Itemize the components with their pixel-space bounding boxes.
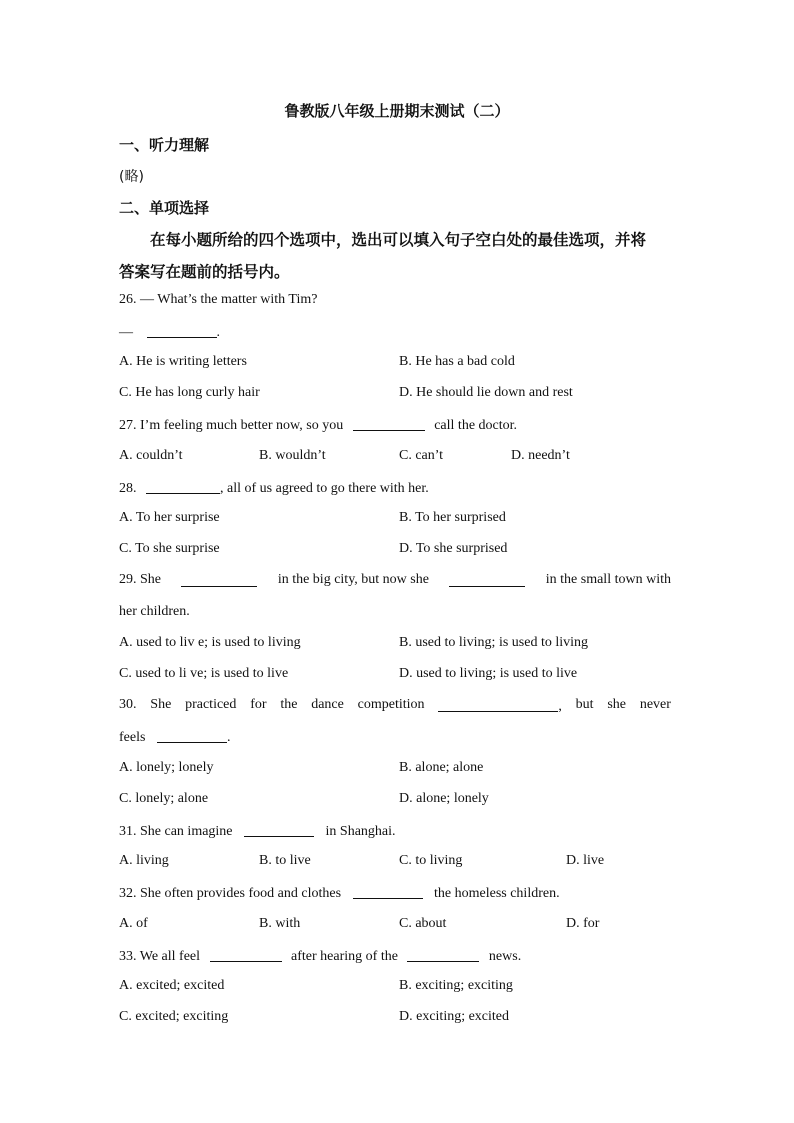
page-title: 鲁教版八年级上册期末测试（二） xyxy=(284,102,510,120)
q32-option-b: B. with xyxy=(259,916,301,931)
q30-option-b: B. alone; alone xyxy=(399,760,484,775)
question-text: 33. We all feel xyxy=(119,949,201,964)
question-26: 26. — What’s the matter with Tim? xyxy=(119,292,318,307)
answer-blank xyxy=(210,947,282,962)
question-text: in Shanghai. xyxy=(325,824,396,839)
question-text: 29. She xyxy=(119,572,161,587)
question-text: in the big city, but now she xyxy=(277,572,429,587)
q26-option-a: A. He is writing letters xyxy=(119,354,247,369)
answer-blank xyxy=(353,416,425,431)
question-30-line2 xyxy=(119,728,230,746)
question-30 xyxy=(119,697,671,715)
question-29-line2: her children. xyxy=(119,604,190,619)
q30-option-c: C. lonely; alone xyxy=(119,791,209,806)
answer-blank xyxy=(449,572,525,587)
q26-option-d: D. He should lie down and rest xyxy=(399,385,573,400)
q27-option-c: C. can’t xyxy=(399,448,444,463)
question-word: the xyxy=(280,697,298,712)
question-text: the homeless children. xyxy=(434,886,560,901)
q26-option-b: B. He has a bad cold xyxy=(399,354,515,369)
q32-option-c: C. about xyxy=(399,916,447,931)
question-26-answer-line xyxy=(119,323,220,341)
question-word: she xyxy=(607,697,627,712)
q27-option-b: B. wouldn’t xyxy=(259,448,326,463)
q32-option-d: D. for xyxy=(566,916,600,931)
q31-option-a: A. living xyxy=(119,853,169,868)
q28-option-d: D. To she surprised xyxy=(399,541,508,556)
q31-option-b: B. to live xyxy=(259,853,311,868)
q28-option-a: A. To her surprise xyxy=(119,510,220,525)
answer-blank xyxy=(147,323,217,338)
comma: , xyxy=(558,699,562,714)
answer-blank xyxy=(157,728,227,743)
instruction-line-1: 在每小题所给的四个选项中，选出可以填入句子空白处的最佳选项，并将 xyxy=(150,231,647,249)
q33-option-d: D. exciting; excited xyxy=(399,1009,510,1024)
question-word: never xyxy=(639,697,671,712)
question-word: but xyxy=(575,697,594,712)
q33-option-c: C. excited; exciting xyxy=(119,1009,229,1024)
q31-option-c: C. to living xyxy=(399,853,463,868)
answer-blank xyxy=(353,884,423,899)
answer-blank xyxy=(407,947,479,962)
period: . xyxy=(216,325,220,340)
question-word: competition xyxy=(357,697,425,712)
question-text: after hearing of the xyxy=(291,949,398,964)
question-word: feels xyxy=(119,730,146,745)
question-32 xyxy=(119,884,560,902)
q32-option-a: A. of xyxy=(119,916,148,931)
question-word: She xyxy=(150,697,172,712)
dash: — xyxy=(119,325,133,340)
question-29 xyxy=(119,572,671,588)
q33-option-b: B. exciting; exciting xyxy=(399,978,513,993)
question-text: in the small town with xyxy=(545,572,671,587)
question-number: 28. xyxy=(119,481,137,496)
section1-note: (略) xyxy=(119,169,144,185)
q29-option-a: A. used to liv e; is used to living xyxy=(119,635,301,650)
answer-blank xyxy=(181,572,257,587)
section1-heading: 一、听力理解 xyxy=(119,136,210,154)
answer-blank xyxy=(438,697,558,712)
section2-heading: 二、单项选择 xyxy=(119,199,210,217)
q30-option-d: D. alone; lonely xyxy=(399,791,489,806)
q31-option-d: D. live xyxy=(566,853,605,868)
question-text: 31. She can imagine xyxy=(119,824,233,839)
instruction-line-2: 答案写在题前的括号内。 xyxy=(119,263,290,281)
question-word: 30. xyxy=(119,697,137,712)
q27-option-a: A. couldn’t xyxy=(119,448,183,463)
q33-option-a: A. excited; excited xyxy=(119,978,225,993)
question-33 xyxy=(119,947,521,965)
q29-option-d: D. used to living; is used to live xyxy=(399,666,578,681)
q27-option-d: D. needn’t xyxy=(511,448,570,463)
period: . xyxy=(226,730,231,745)
q26-option-c: C. He has long curly hair xyxy=(119,385,260,400)
question-word: practiced xyxy=(185,697,237,712)
q28-option-b: B. To her surprised xyxy=(399,510,506,525)
answer-blank xyxy=(146,479,220,494)
answer-blank xyxy=(244,822,314,837)
question-word: for xyxy=(250,697,267,712)
question-word: dance xyxy=(311,697,344,712)
question-text: 32. She often provides food and clothes xyxy=(119,886,342,901)
q29-option-b: B. used to living; is used to living xyxy=(399,635,589,650)
question-text: , all of us agreed to go there with her. xyxy=(220,481,429,496)
q30-option-a: A. lonely; lonely xyxy=(119,760,214,775)
question-31 xyxy=(119,822,396,840)
question-text: call the doctor. xyxy=(434,418,518,433)
question-28 xyxy=(119,479,429,497)
question-27 xyxy=(119,416,517,434)
answer-blank-group xyxy=(438,697,562,715)
question-text: 27. I’m feeling much better now, so you xyxy=(119,418,344,433)
q29-option-c: C. used to li ve; is used to live xyxy=(119,666,289,681)
question-text: news. xyxy=(488,949,522,964)
q28-option-c: C. To she surprise xyxy=(119,541,220,556)
